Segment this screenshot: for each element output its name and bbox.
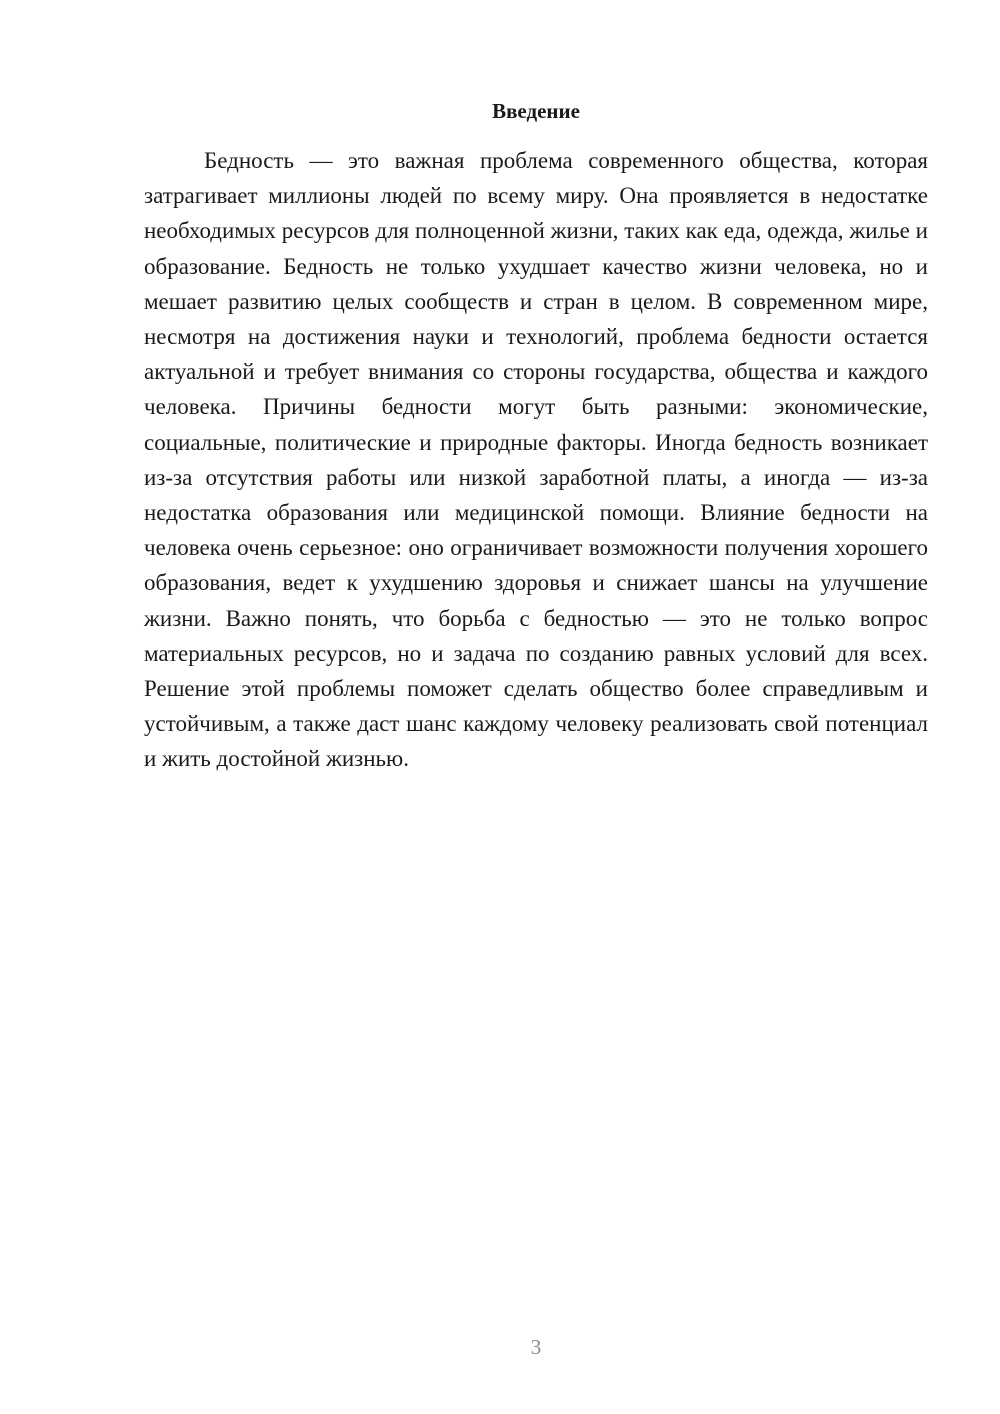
body-paragraph: Бедность — это важная проблема современного общества, которая затрагивает миллионы людей по всему миру. Она проявляется в недостатке необходимых ресурсов для полноценной жизни, таких как еда, одежда, жилье и образование. Бедность не только ухудшает качество жизни человека, но и мешает развитию целых сообществ и стран в целом. В современном мире, несмотря на достижения науки и технологий, проблема бедности остается актуальной и требует внимания со стороны государства, общества и каждого человека. Причины бедности могут быть разными: экономические, социальные, политические и природные факторы. Иногда бедность возникает из-за отсутствия работы или низкой заработной платы, а иногда — из-за недостатка образования или медицинской помощи. Влияние бедности на человека очень серьезное: оно ограничивает возможности получения хорошего образования, ведет к ухудшению здоровья и снижает шансы на улучшение жизни. Важно понять, что борьба с бедностью — это не только вопрос материальных ресурсов, но и задача по созданию равных условий для всех. Решение этой проблемы поможет сделать общество более справедливым и устойчивым, а также даст шанс каждому человеку реализовать свой потенциал и жить достойной жизнью. — [144, 148, 928, 772]
section-heading: Введение — [492, 99, 580, 123]
page-number: 3 — [530, 1335, 542, 1359]
